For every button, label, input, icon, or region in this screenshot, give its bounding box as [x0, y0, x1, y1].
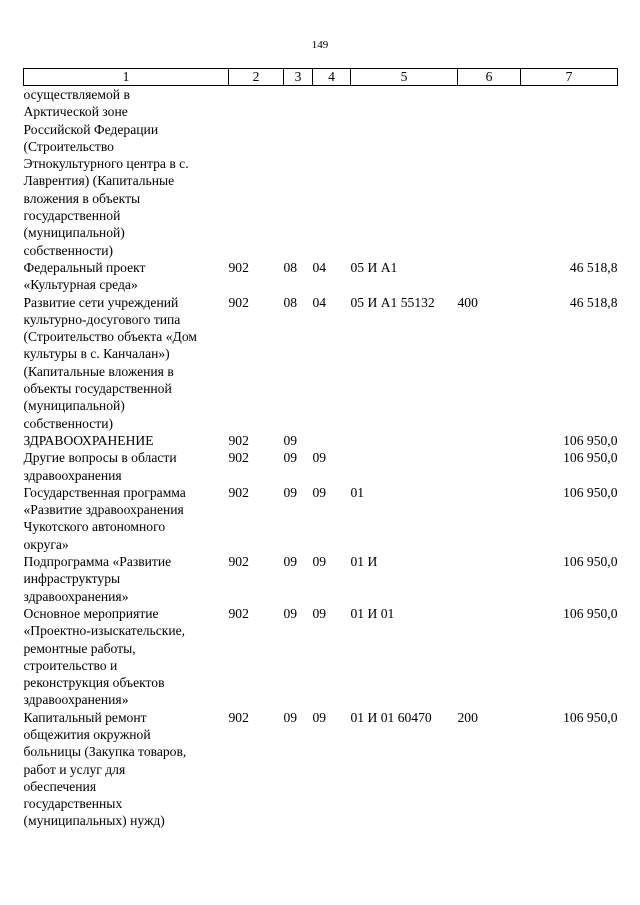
amount: 46 518,8 [569, 294, 618, 310]
table-body [24, 86, 618, 830]
row-name-line: здравоохранения» [23, 588, 129, 604]
expense-type-code: 200 [457, 709, 478, 725]
amount: 106 950,0 [563, 554, 618, 570]
row-name-line: (муниципальной) [23, 225, 125, 241]
row-name-line: здравоохранения [23, 467, 122, 483]
row-name-line: строительство и [23, 657, 118, 673]
budget-table [23, 68, 618, 830]
section-code [284, 86, 313, 259]
row-name-line: общежития окружной [23, 726, 151, 742]
row-name-line: государственной [23, 208, 121, 224]
amount: 106 950,0 [563, 450, 618, 466]
row-name-line: Развитие сети учреждений [23, 294, 179, 310]
row-name-line: Другие вопросы в области [23, 450, 177, 466]
section-code: 09 [283, 709, 298, 725]
column-header-3: 3 [284, 69, 313, 86]
table-row [24, 432, 618, 449]
subsection-code: 09 [312, 450, 327, 466]
row-name-line: (Строительство объекта «Дом [23, 329, 197, 345]
row-name [24, 484, 229, 553]
row-name-line: ЗДРАВООХРАНЕНИЕ [23, 432, 154, 448]
subsection-code: 09 [312, 709, 327, 725]
expense-type-code [458, 553, 521, 605]
subsection-code [313, 86, 351, 259]
amount: 106 950,0 [563, 432, 618, 448]
subsection-code: 09 [312, 484, 327, 500]
row-name-line: здравоохранения» [23, 692, 129, 708]
table-row [24, 709, 618, 830]
grbs-code: 902 [228, 554, 249, 570]
row-name-line: собственности) [23, 415, 114, 431]
section-code: 08 [283, 294, 298, 310]
row-name-line: (муниципальной) [23, 398, 125, 414]
section-code: 09 [283, 450, 298, 466]
row-name-line: Лаврентия) (Капитальные [23, 173, 175, 189]
row-name [24, 259, 229, 294]
target-article-code: 05 И А1 [350, 259, 398, 275]
grbs-code: 902 [228, 432, 249, 448]
amount: 46 518,8 [569, 259, 618, 275]
expense-type-code [458, 259, 521, 294]
row-name-line: «Культурная среда» [23, 277, 138, 293]
row-name-line: государственных [23, 796, 123, 812]
section-code: 09 [283, 554, 298, 570]
row-name-line: Основное мероприятие [23, 605, 159, 621]
row-name-line: Капитальный ремонт [23, 709, 147, 725]
row-name-line: культуры в с. Канчалан») [23, 346, 170, 362]
column-header-5: 5 [351, 69, 458, 86]
expense-type-code [458, 484, 521, 553]
header-row [24, 69, 618, 86]
grbs-code [229, 86, 284, 259]
section-code: 09 [283, 605, 298, 621]
row-name-line: больницы (Закупка товаров, [23, 744, 187, 760]
expense-type-code [458, 605, 521, 709]
subsection-code: 09 [312, 605, 327, 621]
row-name [24, 294, 229, 432]
grbs-code: 902 [228, 709, 249, 725]
row-name [24, 449, 229, 484]
row-name-line: собственности) [23, 242, 114, 258]
column-header-4: 4 [313, 69, 351, 86]
amount: 106 950,0 [563, 709, 618, 725]
table-row [24, 259, 618, 294]
subsection-code: 04 [312, 259, 327, 275]
grbs-code: 902 [228, 294, 249, 310]
row-name-line: «Проектно-изыскательские, [23, 623, 186, 639]
row-name-line: Государственная программа [23, 484, 186, 500]
row-name-line: Российской Федерации [23, 121, 159, 137]
table-row [24, 553, 618, 605]
table-row [24, 86, 618, 259]
row-name [24, 709, 229, 830]
row-name-line: работ и услуг для [23, 761, 126, 777]
expense-type-code [458, 432, 521, 449]
amount: 106 950,0 [563, 605, 618, 621]
row-name [24, 605, 229, 709]
row-name-line: объекты государственной [23, 381, 172, 397]
row-name-line: (Капитальные вложения в [23, 363, 174, 379]
target-article-code [351, 449, 458, 484]
column-header-1: 1 [24, 69, 229, 86]
amount: 106 950,0 [563, 484, 618, 500]
row-name-line: вложения в объекты [23, 190, 141, 206]
section-code: 09 [283, 484, 298, 500]
row-name-line: культурно-досугового типа [23, 311, 181, 327]
row-name-line: реконструкция объектов [23, 675, 165, 691]
row-name-line: округа» [23, 536, 69, 552]
row-name-line: (Строительство [23, 138, 114, 154]
grbs-code: 902 [228, 484, 249, 500]
row-name-line: Федеральный проект [23, 259, 146, 275]
table-row [24, 484, 618, 553]
grbs-code: 902 [228, 450, 249, 466]
row-name [24, 86, 229, 259]
target-article-code: 01 И [350, 554, 378, 570]
column-header-2: 2 [229, 69, 284, 86]
row-name-line: обеспечения [23, 778, 97, 794]
target-article-code [351, 86, 458, 259]
subsection-code [313, 432, 351, 449]
table-row [24, 605, 618, 709]
row-name-line: инфраструктуры [23, 571, 121, 587]
row-name-line: «Развитие здравоохранения [23, 502, 184, 518]
expense-type-code [458, 449, 521, 484]
grbs-code: 902 [228, 259, 249, 275]
row-name [24, 432, 229, 449]
target-article-code [351, 432, 458, 449]
target-article-code: 05 И А1 55132 [350, 294, 435, 310]
subsection-code: 09 [312, 554, 327, 570]
row-name-line: ремонтные работы, [23, 640, 136, 656]
row-name-line: Арктической зоне [23, 104, 128, 120]
table-row [24, 294, 618, 432]
table-row [24, 449, 618, 484]
target-article-code: 01 И 01 [350, 605, 395, 621]
row-name-line: (муниципальных) нужд) [23, 813, 165, 829]
row-name-line: Этнокультурного центра в с. [23, 156, 189, 172]
subsection-code: 04 [312, 294, 327, 310]
expense-type-code: 400 [457, 294, 478, 310]
section-code: 08 [283, 259, 298, 275]
row-name [24, 553, 229, 605]
target-article-code: 01 И 01 60470 [350, 709, 432, 725]
expense-type-code [458, 86, 521, 259]
column-header-7: 7 [521, 69, 618, 86]
grbs-code: 902 [228, 605, 249, 621]
row-name-line: Подпрограмма «Развитие [23, 554, 172, 570]
section-code: 09 [283, 432, 298, 448]
row-name-line: Чукотского автономного [23, 519, 166, 535]
page-number: 149 [311, 39, 329, 51]
column-header-6: 6 [458, 69, 521, 86]
amount [521, 86, 618, 259]
target-article-code: 01 [350, 484, 365, 500]
row-name-line: осуществляемой в [23, 87, 130, 102]
